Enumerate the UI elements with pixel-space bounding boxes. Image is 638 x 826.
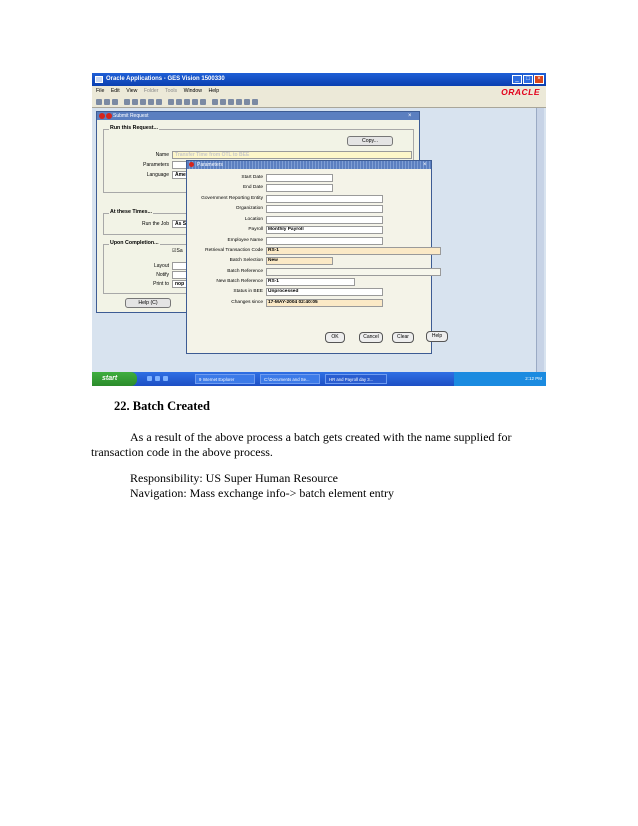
app-title: Oracle Applications - GES Vision 1500330 (106, 76, 225, 82)
attachments-icon[interactable] (236, 99, 242, 105)
copy-icon[interactable] (176, 99, 182, 105)
end-date-field[interactable] (266, 184, 333, 192)
start-button[interactable] (92, 372, 137, 386)
close-form-icon[interactable] (156, 99, 162, 105)
retrieval-code-field[interactable]: RS-1 (266, 247, 441, 255)
payroll-field[interactable]: Monthly Payroll (266, 226, 383, 234)
oracle-app-screenshot (92, 73, 546, 386)
batch-reference-label: Batch Reference (227, 269, 263, 274)
folder-tools-icon[interactable] (244, 99, 250, 105)
menu-edit[interactable]: Edit (110, 88, 120, 94)
organization-label: Organization (235, 206, 263, 211)
menu-view[interactable]: View (126, 88, 138, 94)
submit-close-icon[interactable]: × (408, 113, 412, 119)
paste-icon[interactable] (184, 99, 190, 105)
maximize-icon[interactable]: □ (523, 75, 533, 84)
window-minimize-icon[interactable] (106, 113, 112, 119)
translations-icon[interactable] (228, 99, 234, 105)
save-output-label: Sa (176, 248, 183, 254)
cancel-button[interactable]: Cancel (359, 332, 383, 343)
new-batch-reference-label: New Batch Reference (216, 279, 263, 284)
copy-button[interactable]: Copy... (347, 136, 393, 146)
layout-label: Layout (153, 263, 169, 269)
menu-tools[interactable]: Tools (165, 88, 178, 94)
menu-bar (92, 86, 546, 97)
end-date-label: End Date (242, 185, 263, 190)
clear-button[interactable]: Clear (392, 332, 414, 343)
start-date-label: Start Date (241, 175, 263, 180)
print-icon[interactable] (148, 99, 154, 105)
toolbar (92, 97, 546, 108)
parameters-title: Parameters (187, 161, 431, 169)
employee-name-field[interactable] (266, 237, 383, 245)
payroll-label: Payroll (248, 227, 263, 232)
start-date-field[interactable] (266, 174, 333, 182)
new-batch-reference-field[interactable]: RS-1 (266, 278, 355, 286)
paragraph-line-1: As a result of the above process a batch gets created with the name supplied for (130, 430, 512, 444)
schedule-group-title: At these Times... (110, 209, 152, 215)
parameters-help-button[interactable]: Help (426, 331, 448, 342)
app-title-bar (92, 73, 546, 86)
gre-label: Government Reporting Entity (201, 196, 263, 201)
new-icon[interactable] (96, 99, 102, 105)
status-in-bee-field[interactable]: Unprocessed (266, 288, 383, 296)
quicklaunch-desktop-icon[interactable] (155, 376, 160, 381)
batch-selection-label: Batch Selection (229, 258, 263, 263)
run-job-label: Run the Job (142, 221, 169, 227)
ok-button[interactable]: OK (325, 332, 345, 343)
menu-help[interactable]: Help (208, 88, 220, 94)
taskbar-task-hr-payroll[interactable]: HR and Payroll day 3... (325, 374, 387, 384)
employee-name-label: Employee Name (227, 238, 263, 243)
oracle-app-icon (95, 76, 103, 83)
completion-group-title: Upon Completion... (110, 240, 159, 246)
window-close-icon[interactable] (99, 113, 105, 119)
location-field[interactable] (266, 216, 383, 224)
help-button[interactable]: Help (C) (125, 298, 171, 308)
start-label: start (102, 375, 118, 382)
windows-taskbar (92, 372, 546, 386)
dialog-close-icon[interactable] (189, 162, 194, 167)
quicklaunch-ie-icon[interactable] (147, 376, 152, 381)
location-label: Location (244, 217, 263, 222)
next-step-icon[interactable] (132, 99, 138, 105)
save-icon[interactable] (124, 99, 130, 105)
navigation-line: Navigation: Mass exchange info-> batch element entry (130, 486, 395, 500)
organization-field[interactable] (266, 205, 383, 213)
language-field[interactable]: Ame (172, 171, 412, 179)
print-to-label: Print to (153, 281, 169, 287)
name-label: Name (155, 152, 169, 158)
changes-since-label: Changes since (231, 300, 263, 305)
delete-icon[interactable] (200, 99, 206, 105)
language-label: Language (146, 172, 169, 178)
batch-selection-field[interactable]: New (266, 257, 333, 265)
run-request-group-title: Run this Request... (110, 125, 158, 131)
tray-clock: 2:12 PM (525, 376, 542, 381)
help-icon[interactable] (252, 99, 258, 105)
find-icon[interactable] (104, 99, 110, 105)
submit-request-title: Submit Request (97, 112, 419, 120)
parameters-label: Parameters (143, 162, 169, 168)
batch-reference-field[interactable] (266, 268, 441, 276)
edit-field-icon[interactable] (212, 99, 218, 105)
switch-responsibility-icon[interactable] (140, 99, 146, 105)
status-in-bee-label: Status in BEE (233, 289, 263, 294)
quicklaunch-media-icon[interactable] (163, 376, 168, 381)
navigator-icon[interactable] (112, 99, 118, 105)
oracle-logo: ORACLE (501, 87, 540, 97)
notify-label: Notify (156, 272, 169, 278)
cut-icon[interactable] (168, 99, 174, 105)
name-field[interactable]: Transfer Time from OTL to BEE (172, 151, 412, 159)
parameters-dialog (186, 160, 432, 354)
print-to-field[interactable]: nop (172, 280, 412, 288)
zoom-icon[interactable] (220, 99, 226, 105)
changes-since-field[interactable]: 17-MAY-2004 02:40:05 (266, 299, 383, 307)
parameters-close-icon[interactable]: × (423, 162, 427, 168)
taskbar-task-ie[interactable]: 9 Internet Explorer (195, 374, 255, 384)
taskbar-task-explorer[interactable]: C:\Documents and Se... (260, 374, 320, 384)
mdi-workspace (92, 108, 546, 372)
minimize-icon[interactable]: _ (512, 75, 522, 84)
menu-folder[interactable]: Folder (143, 88, 159, 94)
gre-field[interactable] (266, 195, 383, 203)
close-icon[interactable]: × (534, 75, 544, 84)
responsibility-line: Responsibility: US Super Human Resource (130, 471, 338, 485)
paragraph-line-2: transaction code in the above process. (91, 445, 273, 459)
menu-window[interactable]: Window (183, 88, 203, 94)
retrieval-code-label: Retrieval Transaction Code (205, 248, 263, 253)
run-job-field[interactable]: As S (172, 220, 412, 228)
section-heading: 22. Batch Created (114, 399, 210, 413)
workspace-scrollbar[interactable] (536, 108, 544, 372)
system-tray (454, 372, 546, 386)
save-output-checkbox[interactable]: ☑Sa (172, 248, 183, 254)
menu-file[interactable]: File (96, 88, 105, 94)
clear-record-icon[interactable] (192, 99, 198, 105)
